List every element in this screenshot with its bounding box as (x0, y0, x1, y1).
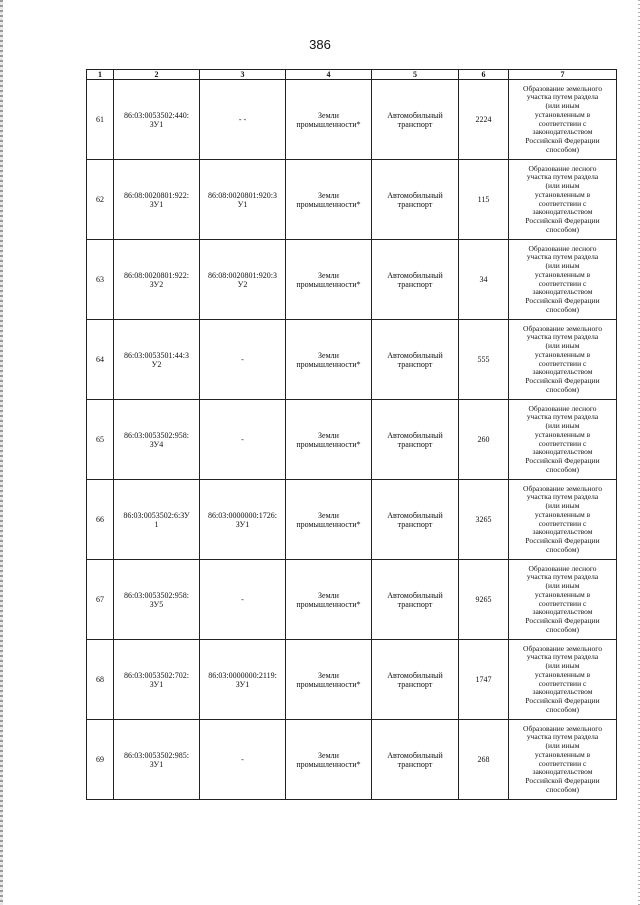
formation-method-cell: Образование лесного участка путем раздела (или иным установленным в соответствии с законодательством Российской Федерации способом) (509, 560, 617, 640)
column-header: 2 (114, 70, 200, 80)
row-number-cell: 68 (87, 640, 114, 720)
cadastral-number-cell: 86:08:0020801:922: ЗУ1 (114, 160, 200, 240)
land-category-cell: Земли промышленности* (286, 320, 372, 400)
land-category-cell: Земли промышленности* (286, 560, 372, 640)
column-header: 5 (372, 70, 459, 80)
table-row (87, 720, 617, 800)
cadastral-number-cell: 86:08:0020801:922: ЗУ2 (114, 240, 200, 320)
row-number-cell: 61 (87, 80, 114, 160)
column-header: 3 (200, 70, 286, 80)
source-plot-cell: 86:03:0000000:2119: ЗУ1 (200, 640, 286, 720)
permitted-use-cell: Автомобильный транспорт (372, 320, 459, 400)
column-header: 7 (509, 70, 617, 80)
permitted-use-cell: Автомобильный транспорт (372, 480, 459, 560)
column-header: 1 (87, 70, 114, 80)
source-plot-cell: 86:03:0000000:1726: ЗУ1 (200, 480, 286, 560)
table-row (87, 80, 617, 160)
cadastral-number-cell: 86:03:0053502:985: ЗУ1 (114, 720, 200, 800)
formation-method-cell: Образование земельного участка путем раздела (или иным установленным в соответствии с законодательством Российской Федерации способом) (509, 480, 617, 560)
table-row (87, 240, 617, 320)
formation-method-cell: Образование лесного участка путем раздела (или иным установленным в соответствии с законодательством Российской Федерации способом) (509, 240, 617, 320)
area-cell: 2224 (459, 80, 509, 160)
row-number-cell: 66 (87, 480, 114, 560)
permitted-use-cell: Автомобильный транспорт (372, 160, 459, 240)
land-category-cell: Земли промышленности* (286, 240, 372, 320)
area-cell: 268 (459, 720, 509, 800)
page-number: 386 (309, 37, 331, 52)
area-cell: 115 (459, 160, 509, 240)
permitted-use-cell: Автомобильный транспорт (372, 80, 459, 160)
row-number-cell: 64 (87, 320, 114, 400)
land-category-cell: Земли промышленности* (286, 80, 372, 160)
area-cell: 9265 (459, 560, 509, 640)
land-category-cell: Земли промышленности* (286, 160, 372, 240)
source-plot-cell: - - (200, 80, 286, 160)
area-cell: 260 (459, 400, 509, 480)
permitted-use-cell: Автомобильный транспорт (372, 400, 459, 480)
row-number-cell: 67 (87, 560, 114, 640)
land-category-cell: Земли промышленности* (286, 480, 372, 560)
formation-method-cell: Образование земельного участка путем раздела (или иным установленным в соответствии с законодательством Российской Федерации способом) (509, 720, 617, 800)
land-category-cell: Земли промышленности* (286, 400, 372, 480)
source-plot-cell: 86:08:0020801:920:З У2 (200, 240, 286, 320)
formation-method-cell: Образование лесного участка путем раздела (или иным установленным в соответствии с законодательством Российской Федерации способом) (509, 160, 617, 240)
table-row (87, 560, 617, 640)
row-number-cell: 65 (87, 400, 114, 480)
formation-method-cell: Образование лесного участка путем раздела (или иным установленным в соответствии с законодательством Российской Федерации способом) (509, 400, 617, 480)
area-cell: 555 (459, 320, 509, 400)
land-plots-table (86, 69, 617, 800)
land-category-cell: Земли промышленности* (286, 720, 372, 800)
permitted-use-cell: Автомобильный транспорт (372, 720, 459, 800)
scan-edge-left (0, 0, 3, 905)
source-plot-cell: - (200, 400, 286, 480)
formation-method-cell: Образование земельного участка путем раздела (или иным установленным в соответствии с законодательством Российской Федерации способом) (509, 640, 617, 720)
source-plot-cell: - (200, 720, 286, 800)
source-plot-cell: - (200, 560, 286, 640)
formation-method-cell: Образование земельного участка путем раздела (или иным установленным в соответствии с законодательством Российской Федерации способом) (509, 320, 617, 400)
row-number-cell: 62 (87, 160, 114, 240)
permitted-use-cell: Автомобильный транспорт (372, 640, 459, 720)
formation-method-cell: Образование земельного участка путем раздела (или иным установленным в соответствии с законодательством Российской Федерации способом) (509, 80, 617, 160)
table-body (87, 80, 617, 800)
table-row (87, 160, 617, 240)
permitted-use-cell: Автомобильный транспорт (372, 240, 459, 320)
table-row (87, 480, 617, 560)
column-header: 6 (459, 70, 509, 80)
row-number-cell: 69 (87, 720, 114, 800)
table-row (87, 640, 617, 720)
permitted-use-cell: Автомобильный транспорт (372, 560, 459, 640)
table-row (87, 320, 617, 400)
land-category-cell: Земли промышленности* (286, 640, 372, 720)
row-number-cell: 63 (87, 240, 114, 320)
area-cell: 34 (459, 240, 509, 320)
cadastral-number-cell: 86:03:0053502:6:ЗУ 1 (114, 480, 200, 560)
header-row (87, 70, 617, 80)
source-plot-cell: 86:08:0020801:920:З У1 (200, 160, 286, 240)
cadastral-number-cell: 86:03:0053501:44:З У2 (114, 320, 200, 400)
cadastral-number-cell: 86:03:0053502:958: ЗУ4 (114, 400, 200, 480)
cadastral-number-cell: 86:03:0053502:958: ЗУ5 (114, 560, 200, 640)
source-plot-cell: - (200, 320, 286, 400)
table-row (87, 400, 617, 480)
area-cell: 1747 (459, 640, 509, 720)
column-header: 4 (286, 70, 372, 80)
area-cell: 3265 (459, 480, 509, 560)
cadastral-number-cell: 86:03:0053502:702: ЗУ1 (114, 640, 200, 720)
cadastral-number-cell: 86:03:0053502:440: ЗУ1 (114, 80, 200, 160)
